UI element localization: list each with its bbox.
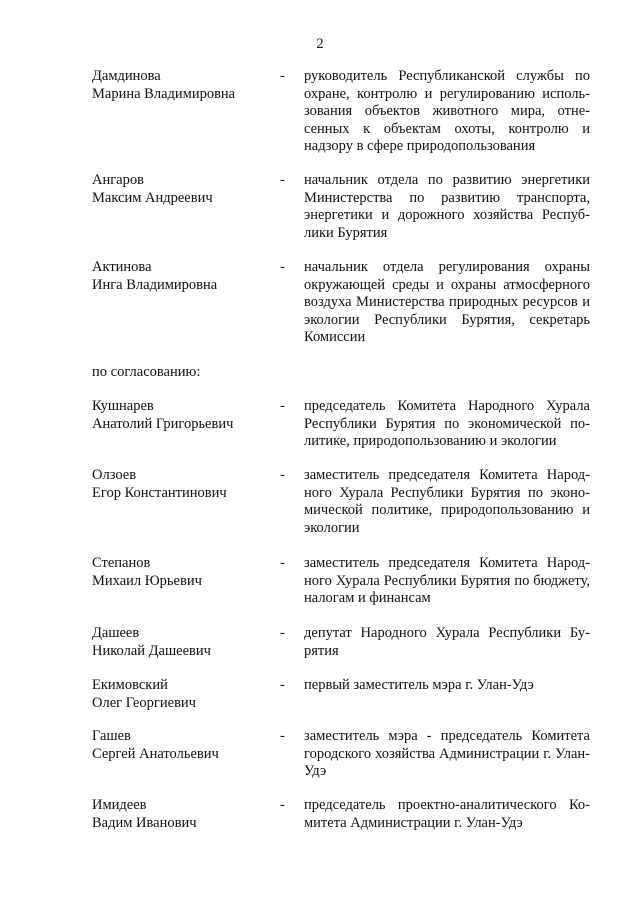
member-surname: Гашев (92, 728, 131, 744)
member-role: начальник отдела регулирования охраны окружающей среды и охраны атмосферного воздуха Министерства природных ресурсов и экологии Республики Бурятия, секретарь Комиссии (304, 259, 590, 346)
entry-dash: - (280, 677, 285, 693)
member-surname: Ангаров (92, 172, 144, 188)
entry-dash: - (280, 68, 285, 84)
member-surname: Имидеев (92, 797, 147, 813)
member-role: руководитель Республиканской службы по охране, контролю и регулированию использования объектов животного мира, отнесенных к объектам охоты, контролю и надзору в сфере природопользования (304, 68, 590, 155)
member-name (92, 68, 272, 103)
member-role: депутат Народного Хурала Республики Бурятия (304, 625, 590, 659)
member-role: заместитель председателя Комитета Народного Хурала Республики Бурятия по бюджету, налогам и финансам (304, 555, 590, 607)
entry-dash: - (280, 797, 285, 813)
entry-dash: - (280, 172, 285, 188)
member-role: председатель проектно-аналитического Комитета Администрации г. Улан-Удэ (304, 797, 590, 831)
member-surname: Дашеев (92, 625, 140, 641)
member-surname: Актинова (92, 259, 152, 275)
page-number: 2 (316, 36, 324, 52)
member-name (92, 467, 272, 502)
member-role: начальник отдела по развитию энергетики Министерства по развитию транспорта, энергетики и дорожного хозяйства Республики Бурятия (304, 172, 590, 241)
member-first-patronymic: Михаил Юрьевич (92, 572, 202, 589)
member-name (92, 625, 272, 660)
member-name (92, 172, 272, 207)
entry-dash: - (280, 398, 285, 414)
member-first-patronymic: Вадим Иванович (92, 814, 197, 831)
member-first-patronymic: Егор Константинович (92, 484, 227, 501)
member-name (92, 398, 272, 433)
member-role: заместитель председателя Комитета Народного Хурала Республики Бурятия по экономической политике, природопользованию и экологии (304, 467, 590, 536)
member-name (92, 555, 272, 590)
member-role: председатель Комитета Народного Хурала Республики Бурятия по экономической политике, природопользованию и экологии (304, 398, 590, 450)
member-first-patronymic: Анатолий Григорьевич (92, 415, 234, 432)
member-first-patronymic: Инга Владимировна (92, 276, 218, 293)
member-first-patronymic: Максим Андреевич (92, 189, 213, 206)
member-first-patronymic: Олег Георгиевич (92, 694, 196, 711)
section-label-agreement: по согласованию: (92, 364, 201, 380)
member-first-patronymic: Сергей Анатольевич (92, 745, 219, 762)
member-role: заместитель мэра - председатель Комитета городского хозяйства Администрации г. Улан-Удэ (304, 728, 590, 780)
member-surname: Степанов (92, 555, 151, 571)
entry-dash: - (280, 625, 285, 641)
member-surname: Олзоев (92, 467, 137, 483)
member-name (92, 797, 272, 832)
member-surname: Дамдинова (92, 68, 161, 84)
member-role: первый заместитель мэра г. Улан-Удэ (304, 677, 534, 693)
member-surname: Екимовский (92, 677, 168, 693)
member-name (92, 728, 272, 763)
member-name (92, 677, 272, 712)
entry-dash: - (280, 467, 285, 483)
member-first-patronymic: Марина Владимировна (92, 85, 236, 102)
entry-dash: - (280, 259, 285, 275)
member-first-patronymic: Николай Дашеевич (92, 642, 211, 659)
entry-dash: - (280, 555, 285, 571)
member-surname: Кушнарев (92, 398, 154, 414)
member-name (92, 259, 272, 294)
entry-dash: - (280, 728, 285, 744)
